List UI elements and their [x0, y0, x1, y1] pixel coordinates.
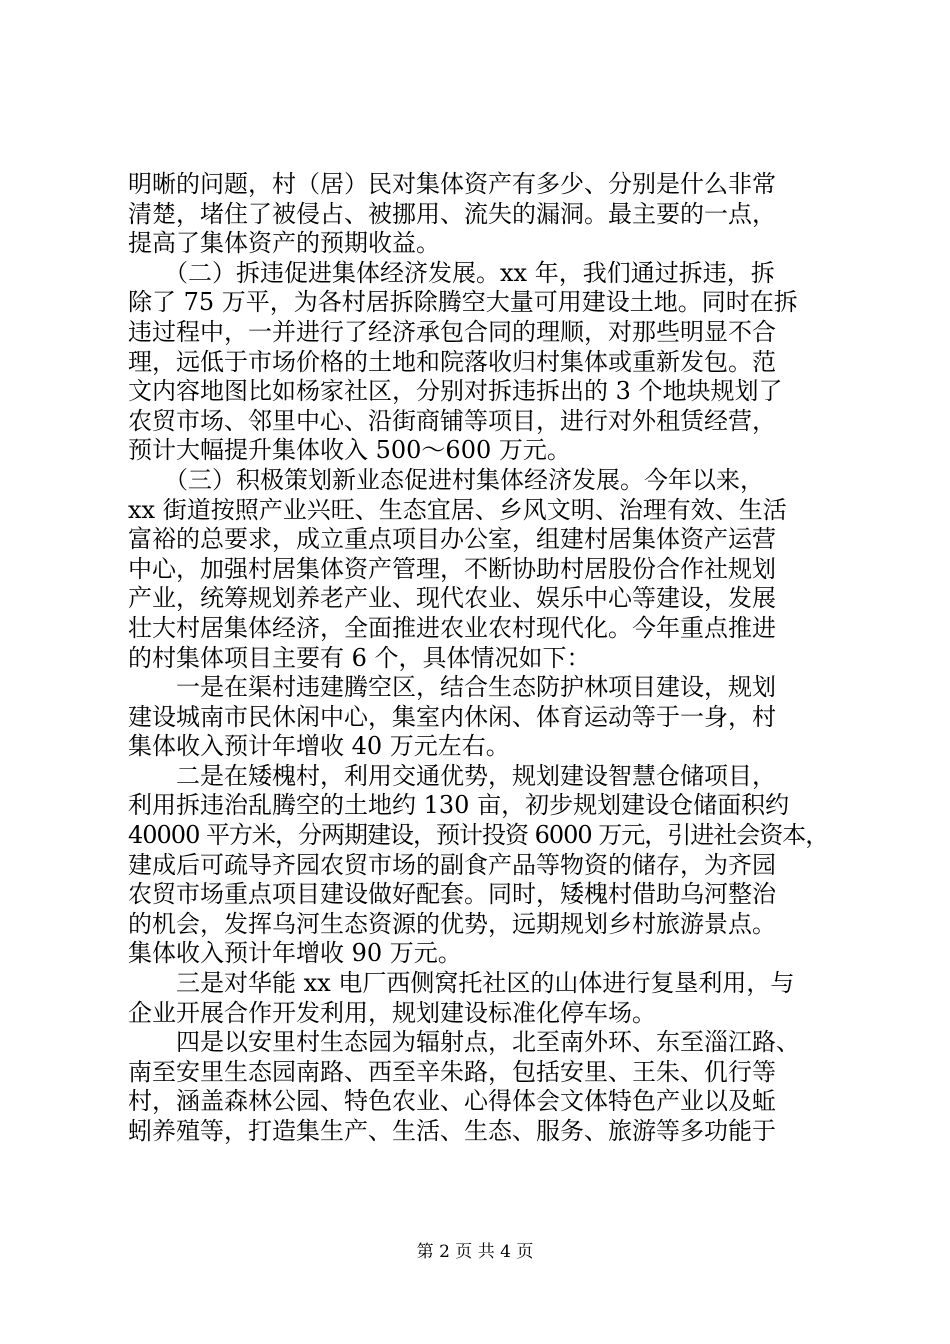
- page-footer: 第 2 页 共 4 页: [416, 1242, 534, 1262]
- body-text: [128, 170, 828, 1147]
- text-line: 富裕的总要求，成立重点项目办公室，组建村居集体资产运营: [128, 525, 776, 554]
- text-line: 的机会，发挥乌河生态资源的优势，远期规划乡村旅游景点。: [128, 909, 776, 938]
- text-line: 村，涵盖森林公园、特色农业、心得体会文体特色产业以及蚯: [128, 1087, 776, 1116]
- text-line: 农贸市场、邻里中心、沿街商铺等项目，进行对外租赁经营，: [128, 406, 776, 435]
- text-line: 理，远低于市场价格的土地和院落收归村集体或重新发包。范: [128, 347, 776, 376]
- text-line: 的村集体项目主要有 6 个，具体情况如下：: [128, 643, 591, 672]
- text-line: 产业，统筹规划养老产业、现代农业、娱乐中心等建设，发展: [128, 584, 776, 613]
- text-line: 提高了集体资产的预期收益。: [128, 229, 440, 258]
- text-line: 一是在渠村违建腾空区，结合生态防护林项目建设，规划: [128, 673, 776, 702]
- text-line: 壮大村居集体经济，全面推进农业农村现代化。今年重点推进: [128, 613, 776, 642]
- text-line: （二）拆违促进集体经济发展。xx 年，我们通过拆违，拆: [128, 258, 775, 287]
- text-line: （三）积极策划新业态促进村集体经济发展。今年以来，: [128, 465, 764, 494]
- text-line: 中心，加强村居集体资产管理，不断协助村居股份合作社规划: [128, 554, 776, 583]
- text-line: 除了 75 万平，为各村居拆除腾空大量可用建设土地。同时在拆: [128, 288, 798, 317]
- text-line: 企业开展合作开发利用，规划建设标准化停车场。: [128, 998, 656, 1027]
- text-line: 集体收入预计年增收 90 万元。: [128, 939, 462, 968]
- text-line: 预计大幅提升集体收入 500～600 万元。: [128, 436, 571, 465]
- text-line: 建成后可疏导齐园农贸市场的副食产品等物资的储存，为齐园: [128, 850, 776, 879]
- text-line: 40000 平方米，分两期建设，预计投资 6000 万元，引进社会资本，: [128, 821, 829, 850]
- text-line: 四是以安里村生态园为辐射点，北至南外环、东至淄江路、: [128, 1028, 800, 1057]
- text-line: 明晰的问题，村（居）民对集体资产有多少、分别是什么非常: [128, 170, 776, 198]
- text-line: 文内容地图比如杨家社区，分别对拆违拆出的 3 个地块规划了: [128, 377, 783, 406]
- text-line: 建设城南市民休闲中心，集室内休闲、体育运动等于一身，村: [128, 702, 776, 731]
- text-line: 蚓养殖等，打造集生产、生活、生态、服务、旅游等多功能于: [128, 1117, 776, 1145]
- text-line: 三是对华能 xx 电厂西侧窝托社区的山体进行复垦利用，与: [128, 969, 795, 998]
- text-line: 违过程中，一并进行了经济承包合同的理顺，对那些明显不合: [128, 317, 776, 346]
- text-line: 二是在矮槐村，利用交通优势，规划建设智慧仓储项目，: [128, 761, 776, 790]
- text-line: 集体收入预计年增收 40 万元左右。: [128, 732, 510, 761]
- text-line: 利用拆违治乱腾空的土地约 130 亩，初步规划建设仓储面积约: [128, 791, 790, 820]
- text-line: xx 街道按照产业兴旺、生态宜居、乡风文明、治理有效、生活: [128, 495, 787, 524]
- text-line: 农贸市场重点项目建设做好配套。同时，矮槐村借助乌河整治: [128, 880, 776, 909]
- text-line: 南至安里生态园南路、西至辛朱路，包括安里、王朱、仉行等: [128, 1057, 776, 1086]
- text-line: 清楚，堵住了被侵占、被挪用、流失的漏洞。最主要的一点，: [128, 199, 776, 228]
